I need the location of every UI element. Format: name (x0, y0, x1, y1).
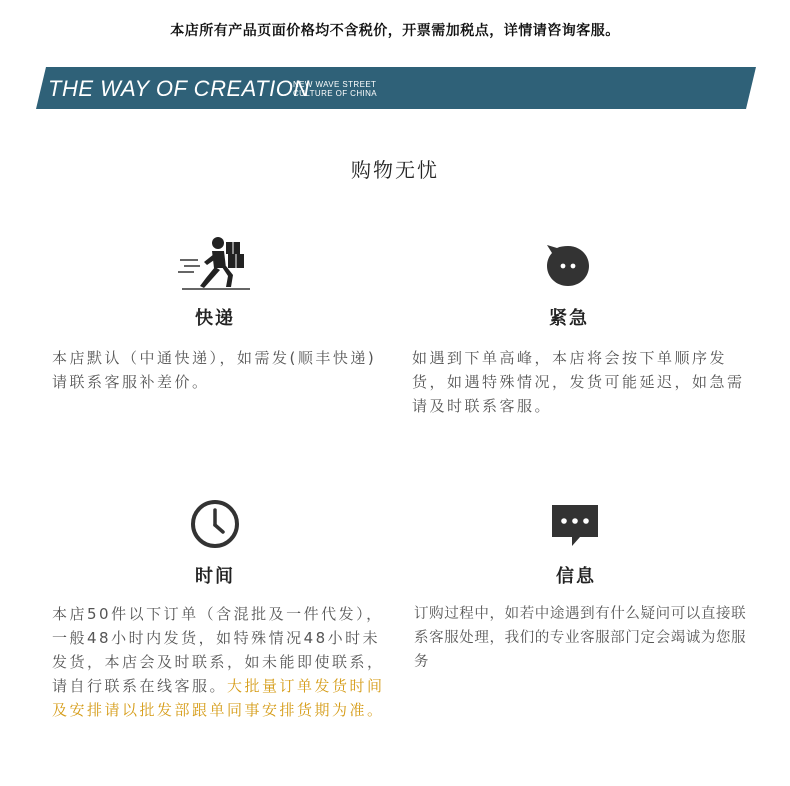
feature-desc-express: 本店默认（中通快递），如需发(顺丰快递)请联系客服补差价。 (52, 349, 377, 391)
feature-desc-info: 订购过程中，如若中途遇到有什么疑问可以直接联系客服处理，我们的专业客服部门定会竭诚为您服务 (414, 606, 747, 670)
price-notice: 本店所有产品页面价格均不含税价，开票需加税点，详情请咨询客服。 (170, 23, 620, 39)
delivery-courier-icon (176, 234, 254, 292)
clock-icon (189, 498, 241, 550)
message-dots-icon (550, 503, 600, 549)
feature-title-time: 时间 (195, 566, 235, 587)
banner (36, 67, 756, 109)
section-title: 购物无忧 (351, 158, 439, 182)
banner-sub-line1: NEW WAVE STREET (293, 80, 377, 89)
feature-title-urgent: 紧急 (549, 308, 589, 329)
chat-bubble-icon (543, 242, 593, 290)
banner-sub-line2: CULTURE OF CHINA (293, 89, 378, 98)
feature-desc-urgent: 如遇到下单高峰，本店将会按下单顺序发货，如遇特殊情况，发货可能延迟，如急需请及时联系客服。 (412, 349, 745, 415)
feature-desc-time-normal: 本店50件以下订单（含混批及一件代发），一般48小时内发货，如特殊情况48小时未发货，本店会及时联系，如未能即使联系，请自行联系在线客服。 (52, 605, 385, 695)
feature-desc-time-highlight: 大批量订单发货时间及安排请以批发部跟单同事安排货期为准。 (52, 677, 385, 719)
feature-title-info: 信息 (556, 566, 596, 587)
banner-sub-text (293, 80, 377, 98)
feature-desc-time (52, 602, 388, 722)
banner-main-text: THE WAY OF CREATION (48, 76, 310, 101)
feature-title-express: 快递 (195, 308, 235, 329)
